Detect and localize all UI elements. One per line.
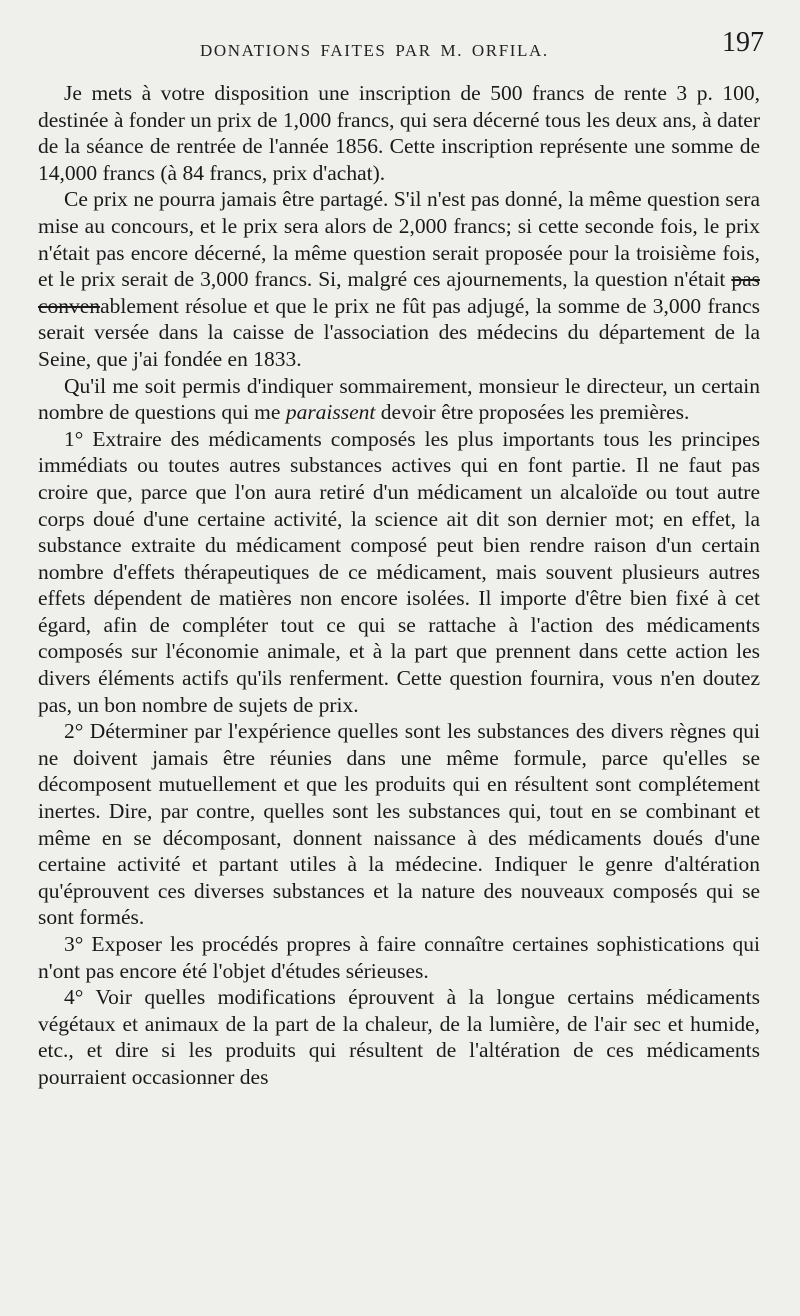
- page-number: 197: [722, 27, 764, 58]
- paragraph-prize-rules: [38, 186, 760, 372]
- struck-through-text: pas conven: [38, 267, 760, 318]
- paragraph-question-1: 1° Extraire des médicaments composés les plus importants tous les principes immédiats ou toutes autres substances actives qui en font partie. Il ne faut pas croire que, parce que l'on aura retiré d'un médicament un alcaloïde ou tout autre corps doué d'une certaine activité, la science ait dit son dernier mot; en effet, la substance extraite du médicament composé peut bien rendre raison d'un certain nombre d'effets thérapeutiques de ce médicament, mais souvent plusieurs autres effets dépendent de matières non encore isolées. Il importe d'être bien fixé à cet égard, afin de compléter tout ce qui se rattache à l'action des médicaments composés sur l'économie animale, et à la part que prennent dans cette action les divers éléments actifs qu'ils renferment. Cette question fournira, vous n'en doutez pas, un bon nombre de sujets de prix.: [38, 426, 760, 717]
- paragraph-question-3: 3° Exposer les procédés propres à faire connaître certaines sophistications qui n'ont pas encore été l'objet d'études sérieuses.: [38, 932, 760, 983]
- running-head: DONATIONS FAITES PAR M. ORFILA.: [200, 41, 549, 60]
- paragraph-questions-intro-text-end: devoir être proposées les premières.: [375, 400, 690, 425]
- paragraph-question-2: 2° Déterminer par l'expérience quelles sont les substances des divers règnes qui ne doivent jamais être réunies dans une même formule, parce qu'elles se décomposent mutuellement et que les produits qui en résultent sont complétement inertes. Dire, par contre, quelles sont les substances qui, tout en se combinant et même en se décomposant, donnent naissance à des médicaments doués d'une certaine activité et partant utiles à la médecine. Indiquer le genre d'altération qu'éprouvent ces diverses substances et la nature des nouveaux composés qui se sont formés.: [38, 719, 760, 930]
- paragraph-questions-intro-text-start: Qu'il me soit permis d'indiquer sommairement, monsieur le directeur, un certain nombre de questions qui me: [38, 373, 760, 425]
- body-text: [38, 80, 760, 1091]
- paragraph-inscription: Je mets à votre disposition une inscription de 500 francs de rente 3 p. 100, destinée à fonder un prix de 1,000 francs, qui sera décerné tous les deux ans, à dater de la séance de rentrée de l'année 1856. Cette inscription représente une somme de 14,000 francs (à 84 francs, prix d'achat).: [38, 81, 760, 185]
- emphasized-word: paraissent: [285, 400, 376, 425]
- paragraph-question-4: 4° Voir quelles modifications éprouvent à la longue certains médicaments végétaux et animaux de la part de la chaleur, de la lumière, de l'air sec et humide, etc., et dire si les produits qui résultent de l'altération de ces médicaments pourraient occasionner des: [38, 985, 760, 1089]
- paragraph-questions-intro: [38, 373, 760, 426]
- paragraph-prize-rules-text-end: ablement résolue et que le prix ne fût pas adjugé, la somme de 3,000 francs serait versée dans la caisse de l'association des médecins du département de la Seine, que j'ai fondée en 1833.: [38, 293, 760, 371]
- paragraph-prize-rules-text-start: Ce prix ne pourra jamais être partagé. S'il n'est pas donné, la même question sera mise au concours, et le prix sera alors de 2,000 francs; si cette seconde fois, le prix n'était pas encore décerné, la même question serait proposée pour la troisième fois, et le prix serait de 3,000 francs. Si, malgré ces ajournements, la question n'était: [38, 187, 760, 292]
- page-header: [0, 27, 800, 70]
